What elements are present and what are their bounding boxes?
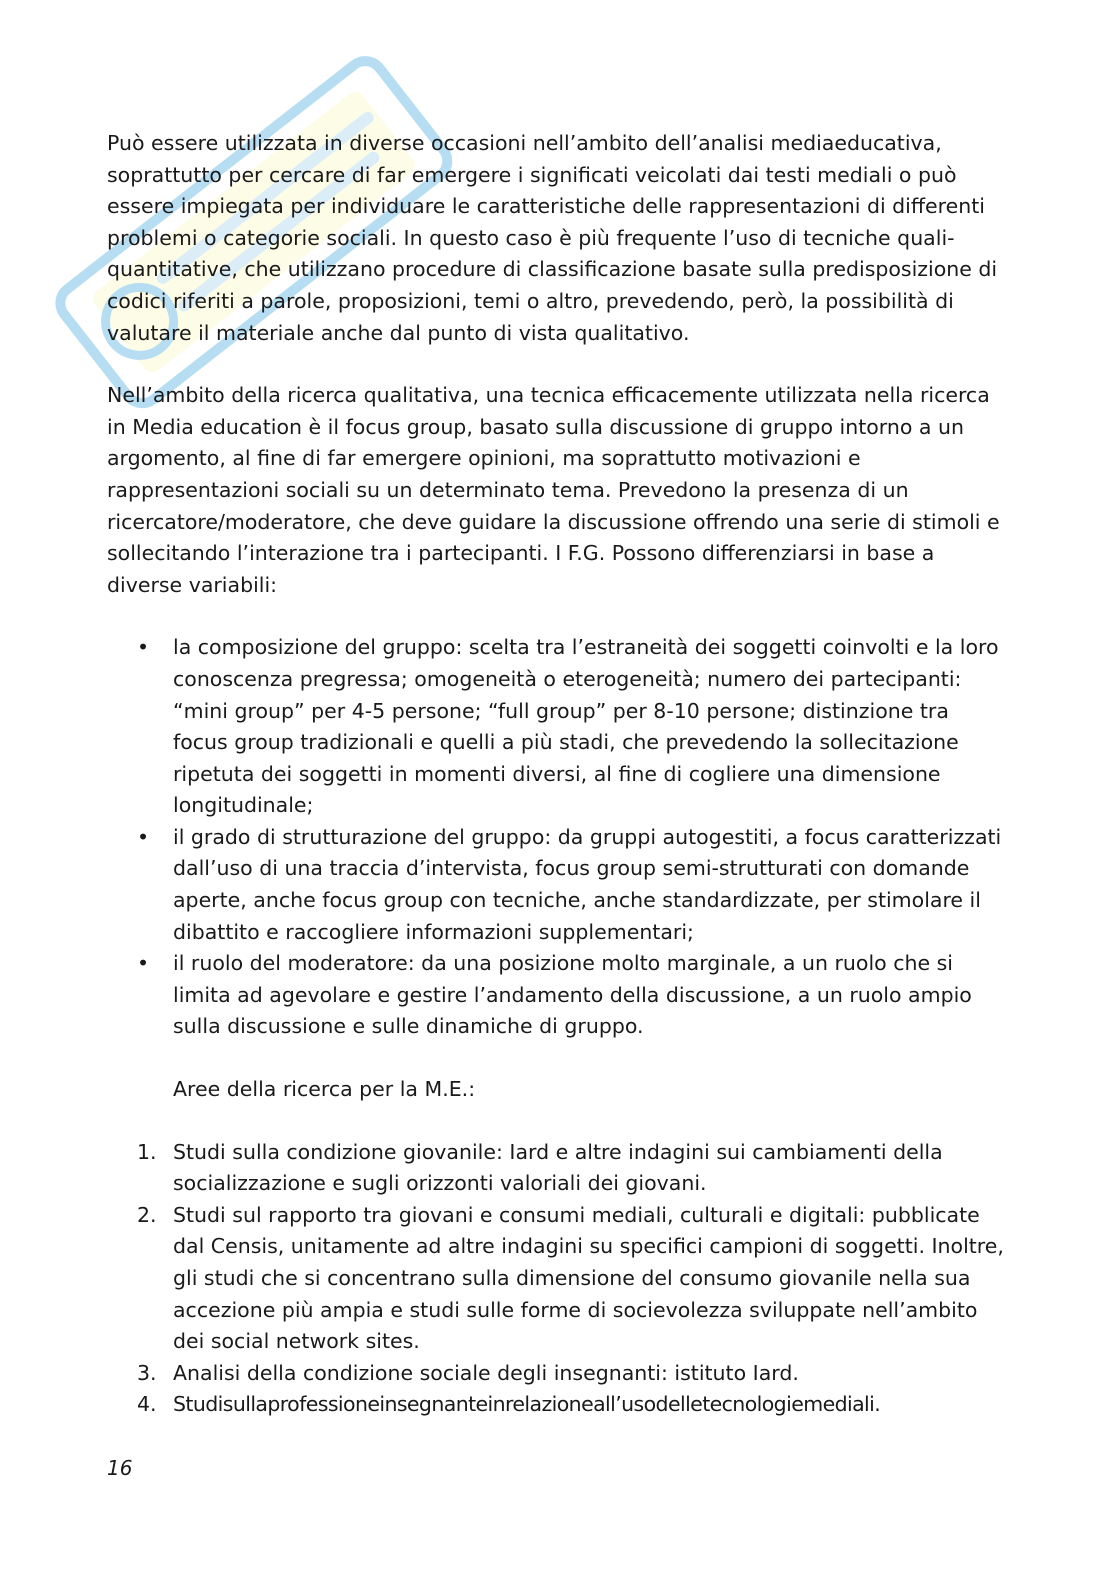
research-areas-heading: Aree della ricerca per la M.E.:	[173, 1077, 476, 1102]
bullet-dot: •	[137, 951, 150, 976]
paragraph-focus-group: Nell’ambito della ricerca qualitativa, una tecnica efficacemente utilizzata nella ricerca in Media education è il focus group, basato sulla discussione di gruppo intorno a un argomento, al fine di far emergere opinioni, ma soprattutto motivazioni e rappresentazioni sociali su un determinato tema. Prevedono la presenza di un ricercatore/moderatore, che deve guidare la discussione offrendo una serie di stimoli e sollecitando l’interazione tra i partecipanti. I F.G. Possono differenziarsi in base a diverse variabili:	[107, 383, 1000, 597]
bullet-item	[107, 822, 1007, 948]
item-text: Studi sul rapporto tra giovani e consumi mediali, culturali e digitali: pubblicate dal Censis, unitamente ad altre indagini su specifici campioni di soggetti. Inoltre, gli studi che si concentrano sulla dimensione del consumo giovanile nella sua accezione più ampia e studi sulle forme di socievolezza sviluppate nell’ambito dei social network sites.	[173, 1202, 1004, 1354]
numbered-item	[107, 1137, 1007, 1200]
page-number: 16	[107, 1456, 133, 1480]
item-text: Studi sulla condizione giovanile: Iard e altre indagini sui cambiamenti della socializzazione e sugli orizzonti valoriali dei giovani.	[173, 1139, 943, 1196]
research-areas-list	[107, 1137, 1007, 1421]
bullet-text: il ruolo del moderatore: da una posizione molto marginale, a un ruolo che si limita ad agevolare e gestire l’andamento della discussione, a un ruolo ampio sulla discussione e sulle dinamiche di gruppo.	[173, 951, 972, 1039]
item-number: 3.	[137, 1360, 157, 1385]
document-body	[107, 128, 1007, 1421]
item-number: 1.	[137, 1139, 157, 1164]
focus-group-variables-list	[107, 632, 1007, 1043]
bullet-dot: •	[137, 635, 150, 660]
bullet-text: la composizione del gruppo: scelta tra l’estraneità dei soggetti coinvolti e la loro conoscenza pregressa; omogeneità o eterogeneità; numero dei partecipanti: “mini group” per 4-5 persone; “full group” per 8-10 persone; distinzione tra focus group tradizionali e quelli a più stadi, che prevedendo la sollecitazione ripetuta dei soggetti in momenti diversi, al fine di cogliere una dimensione longitudinale;	[173, 635, 999, 818]
bullet-dot: •	[137, 824, 150, 849]
bullet-text: il grado di strutturazione del gruppo: da gruppi autogestiti, a focus caratterizzati dall’uso di una traccia d’intervista, focus group semi-strutturati con domande aperte, anche focus group con tecniche, anche standardizzate, per stimolare il dibattito e raccogliere informazioni supplementari;	[173, 824, 1002, 944]
item-text: Analisi della condizione sociale degli insegnanti: istituto Iard.	[173, 1360, 799, 1385]
item-text: Studisullaprofessioneinsegnanteinrelazioneall’usodelletecnologiemediali.	[173, 1392, 881, 1417]
item-number: 2.	[137, 1202, 157, 1227]
numbered-item	[107, 1200, 1007, 1358]
item-number: 4.	[137, 1392, 157, 1417]
bullet-item	[107, 632, 1007, 822]
numbered-item	[107, 1389, 1007, 1421]
bullet-item	[107, 948, 1007, 1043]
numbered-item	[107, 1358, 1007, 1390]
paragraph-content-analysis: Può essere utilizzata in diverse occasioni nell’ambito dell’analisi mediaeducativa, soprattutto per cercare di far emergere i significati veicolati dai testi mediali o può essere impiegata per individuare le caratteristiche delle rappresentazioni di differenti problemi o categorie sociali. In questo caso è più frequente l’uso di tecniche quali-quantitative, che utilizzano procedure di classificazione basate sulla predisposizione di codici riferiti a parole, proposizioni, temi o altro, prevedendo, però, la possibilità di valutare il materiale anche dal punto di vista qualitativo.	[107, 131, 998, 345]
